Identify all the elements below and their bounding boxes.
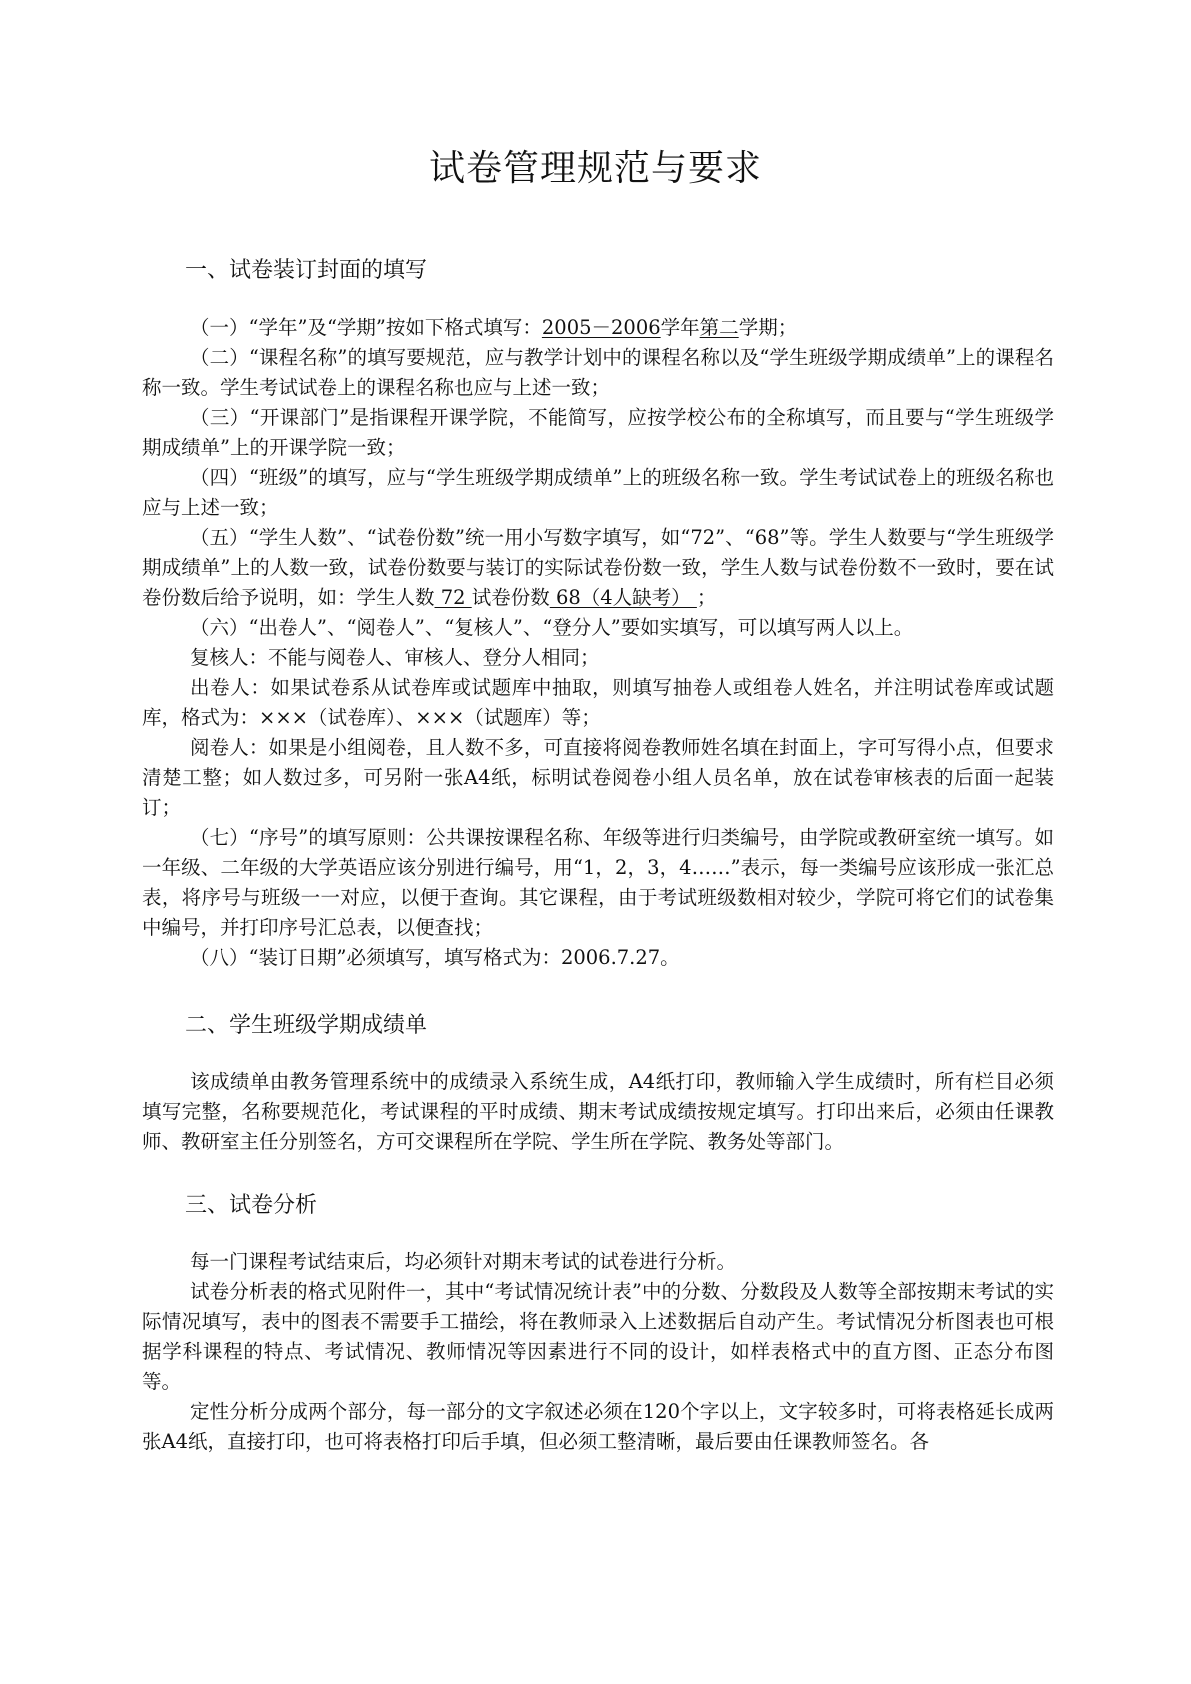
underlined-value: 68（4人缺考） xyxy=(549,586,697,609)
paragraph-1-1 xyxy=(142,313,1054,343)
paragraph-1-3: （三）“开课部门”是指课程开课学院，不能简写，应按学校公布的全称填写，而且要与“学生班级学期成绩单”上的开课学院一致； xyxy=(142,406,1054,459)
section-heading-1: 一、试卷装订封面的填写 xyxy=(185,258,428,283)
paragraph-3-2: 试卷分析表的格式见附件一，其中“考试情况统计表”中的分数、分数段及人数等全部按期末考试的实际情况填写，表中的图表不需要手工描绘，将在教师录入上述数据后自动产生。考试情况分析图表也可根据学科课程的特点、考试情况、教师情况等因素进行不同的设计，如样表格式中的直方图、正态分布图等。 xyxy=(142,1280,1054,1393)
paragraph-text: 学年 xyxy=(660,316,700,339)
page-title: 试卷管理规范与要求 xyxy=(428,148,762,189)
paragraph-1-10: （七）“序号”的填写原则：公共课按课程名称、年级等进行归类编号，由学院或教研室统一填写。如一年级、二年级的大学英语应该分别进行编号，用“1，2，3，4……”表示，每一类编号应该形成一张汇总表，将序号与班级一一对应，以便于查询。其它课程，由于考试班级数相对较少，学院可将它们的试卷集中编号，并打印序号汇总表，以便查找； xyxy=(142,826,1054,939)
section-heading-2: 二、学生班级学期成绩单 xyxy=(185,1013,428,1038)
paragraph-2-1: 该成绩单由教务管理系统中的成绩录入系统生成，A4纸打印，教师输入学生成绩时，所有栏目必须填写完整，名称要规范化，考试课程的平时成绩、期末考试成绩按规定填写。打印出来后，必须由任课教师、教研室主任分别签名，方可交课程所在学院、学生所在学院、教务处等部门。 xyxy=(142,1070,1054,1153)
paragraph-1-4: （四）“班级”的填写，应与“学生班级学期成绩单”上的班级名称一致。学生考试试卷上的班级名称也应与上述一致； xyxy=(142,466,1054,519)
paragraph-text: ； xyxy=(696,586,717,609)
paragraph-1-8: 出卷人：如果试卷系从试卷库或试题库中抽取，则填写抽卷人或组卷人姓名，并注明试卷库或试题库，格式为：×××（试卷库）、×××（试题库）等； xyxy=(142,676,1054,729)
paragraph-3-1: 每一门课程考试结束后，均必须针对期末考试的试卷进行分析。 xyxy=(190,1250,737,1273)
paragraph-text: 试卷份数 xyxy=(471,586,550,609)
underlined-value: 2005－2006 xyxy=(541,316,661,339)
paragraph-1-9: 阅卷人：如果是小组阅卷，且人数不多，可直接将阅卷教师姓名填在封面上，字可写得小点，但要求清楚工整；如人数过多，可另附一张A4纸，标明试卷阅卷小组人员名单，放在试卷审核表的后面一起装订； xyxy=(142,736,1054,819)
paragraph-1-11: （八）“装订日期”必须填写，填写格式为：2006.7.27。 xyxy=(190,946,680,969)
paragraph-3-3: 定性分析分成两个部分，每一部分的文字叙述必须在120个字以上，文字较多时，可将表格延长成两张A4纸，直接打印，也可将表格打印后手填，但必须工整清晰，最后要由任课教师签名。各 xyxy=(142,1400,1054,1453)
paragraph-1-2: （二）“课程名称”的填写要规范，应与教学计划中的课程名称以及“学生班级学期成绩单”上的课程名称一致。学生考试试卷上的课程名称也应与上述一致； xyxy=(142,346,1054,399)
section-heading-3: 三、试卷分析 xyxy=(185,1193,318,1218)
paragraph-1-7: 复核人：不能与阅卷人、审核人、登分人相同； xyxy=(190,646,600,669)
paragraph-text: （一）“学年”及“学期”按如下格式填写： xyxy=(190,316,542,339)
paragraph-1-6: （六）“出卷人”、“阅卷人”、“复核人”、“登分人”要如实填写，可以填写两人以上。 xyxy=(190,616,914,639)
paragraph-text: 学期； xyxy=(738,316,798,339)
underlined-value: 第二 xyxy=(699,316,739,339)
underlined-value: 72 xyxy=(434,586,472,609)
paragraph-1-5 xyxy=(142,523,1054,613)
paragraph-text: （五）“学生人数”、“试卷份数”统一用小写数字填写，如“72”、“68”等。学生人数要与“学生班级学期成绩单”上的人数一致，试卷份数要与装订的实际试卷份数一致，学生人数与试卷份数不一致时，要在试卷份数后给予说明，如：学生人数 xyxy=(142,526,1054,609)
